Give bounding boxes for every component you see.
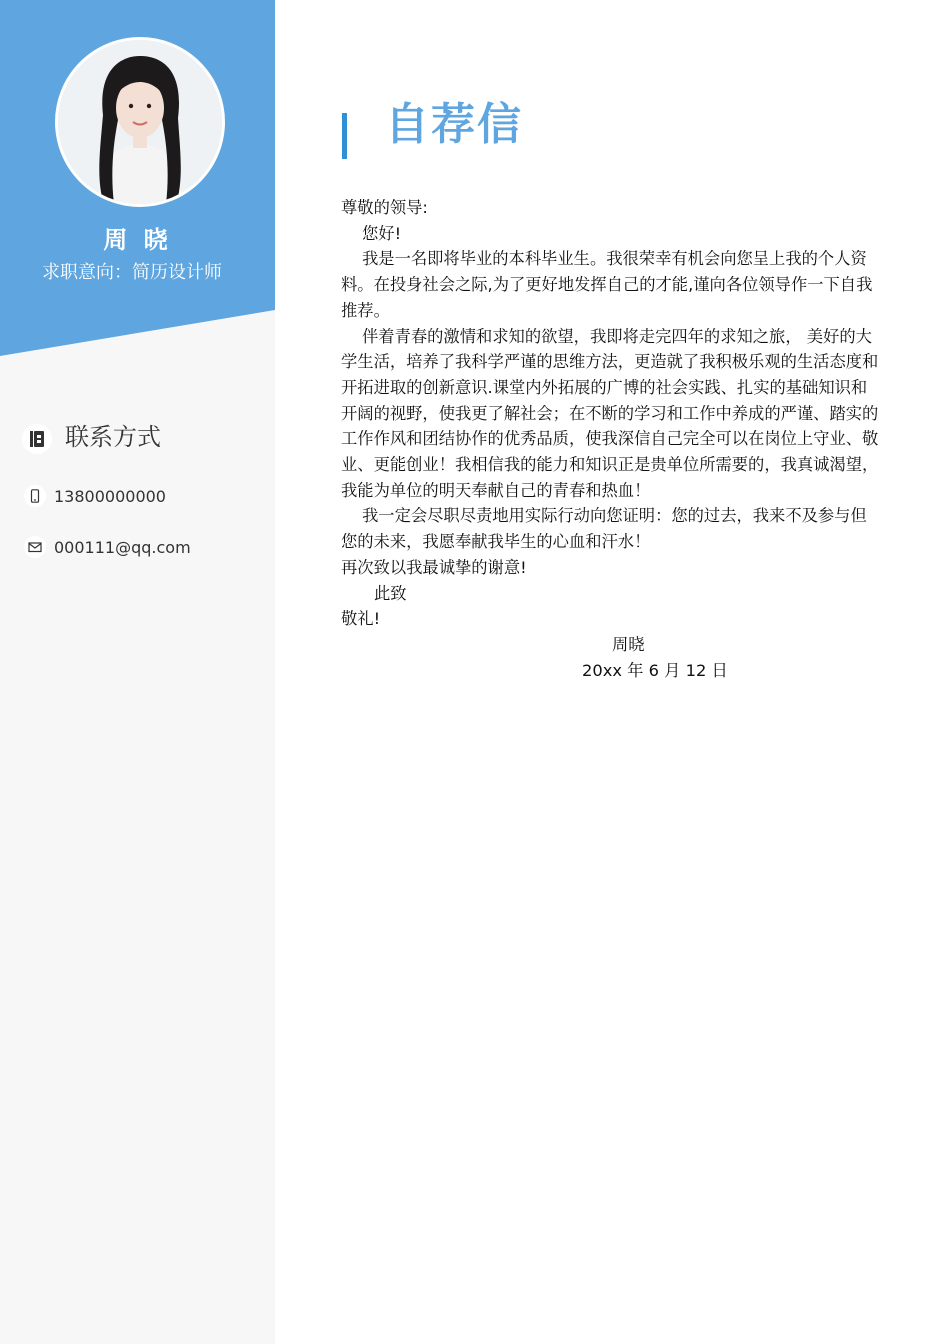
greeting: 您好! [362, 223, 402, 243]
contact-title: 联系方式 [65, 422, 161, 451]
signature: 周晓 [612, 635, 645, 654]
contact-email-row [24, 536, 191, 558]
avatar [55, 37, 225, 207]
candidate-name: 周 晓 [103, 226, 172, 254]
job-intent: 求职意向：简历设计师 [42, 262, 222, 283]
paragraph-1: 我是一名即将毕业的本科毕业生。我很荣幸有机会向您呈上我的个人资料。在投身社会之际,为了更好地发挥自己的才能,谨向各位领导作一下自我推荐。 [341, 249, 873, 320]
closing-2: 敬礼! [341, 609, 381, 629]
closing-line: 再次致以我最诚挚的谢意! [341, 557, 527, 577]
contact-phone-row [24, 485, 166, 507]
title-accent-bar [342, 113, 347, 159]
address-book-icon [22, 424, 52, 454]
phone-icon [24, 485, 46, 507]
paragraph-3: 我一定会尽职尽责地用实际行动向您证明：您的过去，我来不及参与但您的未来，我愿奉献我毕生的心血和汗水！ [341, 506, 867, 552]
letter-date: 20xx 年 6 月 12 日 [582, 661, 728, 680]
paragraph-2: 伴着青春的激情和求知的欲望，我即将走完四年的求知之旅， 美好的大学生活，培养了我科学严谨的思维方法，更造就了我积极乐观的生活态度和开拓进取的创新意识.课堂内外拓展的广博的社会实践、扎实的基础知识和开阔的视野，使我更了解社会；在不断的学习和工作中养成的严谨、踏实的工作作风和团结协作的优秀品质，使我深信自己完全可以在岗位上守业、敬业、更能创业！我相信我的能力和知识正是贵单位所需要的，我真诚渴望，我能为单位的明天奉献自己的青春和热血！ [341, 326, 879, 500]
contact-section-header [22, 414, 161, 454]
sidebar [0, 0, 275, 1344]
page-title: 自荐信 [385, 99, 523, 150]
letter-body [341, 195, 881, 632]
phone-number: 13800000000 [54, 486, 166, 506]
mail-icon [24, 536, 46, 558]
email-address: 000111@qq.com [54, 537, 191, 557]
closing-1: 此致 [374, 583, 407, 603]
salutation: 尊敬的领导: [341, 198, 428, 217]
